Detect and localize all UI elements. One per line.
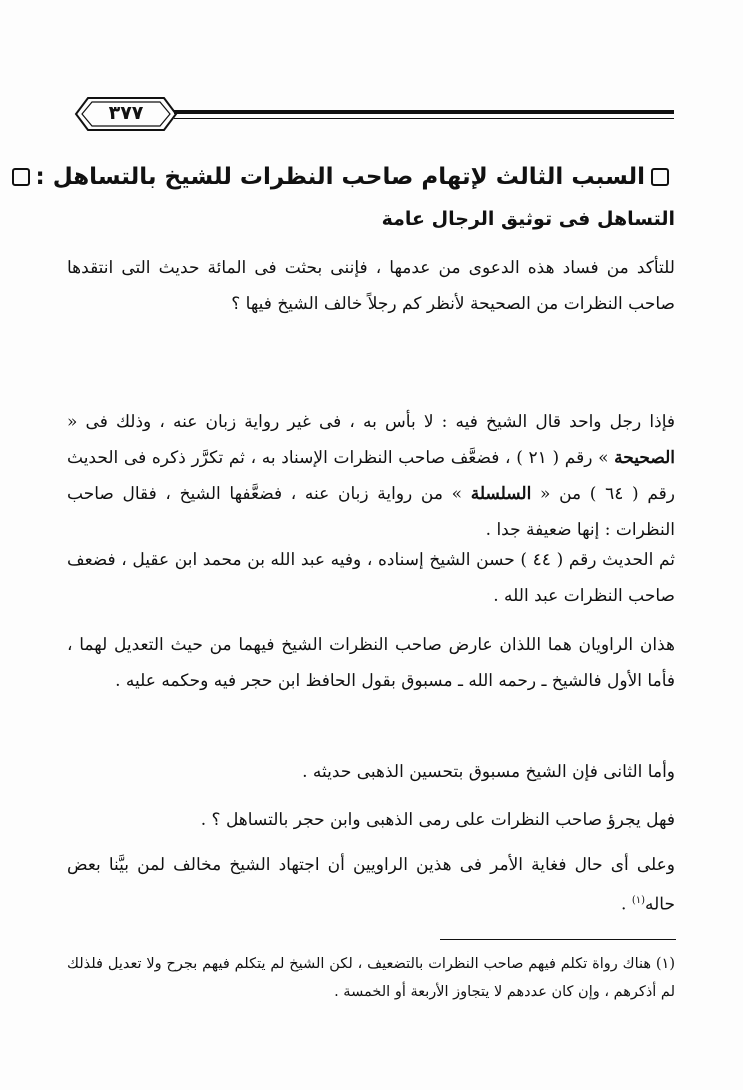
paragraph-4: هذان الراويان هما اللذان عارض صاحب النظرات الشيخ فيهما من حيث التعديل لهما ، فأما الأول فالشيخ ـ رحمه الله ـ مسبوق بقول الحافظ ابن حجر فيه وحكمه عليه . xyxy=(67,635,675,691)
paragraph-7-text: وعلى أى حال فغاية الأمر فى هذين الراويين أن اجتهاد الشيخ مخالف لمن بيَّنا بعض حاله xyxy=(67,855,675,915)
paragraph-2 xyxy=(67,404,675,548)
page-header xyxy=(74,92,674,136)
square-bullet-icon xyxy=(651,168,669,186)
book-title-silsila: السلسلة xyxy=(470,484,532,504)
paragraph-7-end: . xyxy=(621,894,632,915)
chapter-title-text: السبب الثالث لإتهام صاحب النظرات للشيخ بالتساهل : xyxy=(35,164,645,190)
paragraph-5: وأما الثانى فإن الشيخ مسبوق بتحسين الذهبى حديثه . xyxy=(302,762,675,782)
book-title-sahiha: الصحيحة xyxy=(614,448,675,468)
chapter-title xyxy=(35,160,675,194)
paragraph-2-text: فإذا رجل واحد قال الشيخ فيه : لا بأس به ، فى غير رواية زبان عنه ، وذلك فى « xyxy=(67,412,675,432)
header-rule-thin xyxy=(174,118,674,119)
footnote: (١) هناك رواة تكلم فيهم صاحب النظرات بالتضعيف ، لكن الشيخ لم يتكلم فيهم بجرح ولا تعديل فلذلك لم أذكرهم ، وإن كان عددهم لا يتجاوز الأربعة أو الخمسة . xyxy=(67,956,675,1000)
paragraph-2-text: » من رواية زبان عنه ، فضعَّفها الشيخ ، فقال صاحب النظرات : إنها ضعيفة جدا . xyxy=(67,484,675,540)
footnote-marker[interactable]: (١) xyxy=(631,895,646,906)
paragraph-2-text: » رقم ( ٢١ ) ، فضعَّف صاحب النظرات الإسناد به ، ثم تكرَّر ذكره فى الحديث رقم ( ٦٤ ) من « xyxy=(67,448,675,504)
square-bullet-icon xyxy=(12,168,30,186)
page-number-badge xyxy=(74,96,178,132)
footnote-rule xyxy=(440,939,676,940)
paragraph-6: فهل يجرؤ صاحب النظرات على رمى الذهبى وابن حجر بالتساهل ؟ . xyxy=(200,810,675,830)
paragraph-1: للتأكد من فساد هذه الدعوى من عدمها ، فإننى بحثت فى المائة حديث التى انتقدها صاحب النظرات من الصحيحة لأنظر كم رجلاً خالف الشيخ فيها ؟ xyxy=(67,258,675,314)
paragraph-7 xyxy=(67,847,675,923)
page-number: ٣٧٧ xyxy=(108,102,144,124)
paragraph-3: ثم الحديث رقم ( ٤٤ ) حسن الشيخ إسناده ، وفيه عبد الله بن محمد ابن عقيل ، فضعف صاحب النظرات عبد الله . xyxy=(67,550,675,606)
section-subtitle: التساهل فى توثيق الرجال عامة xyxy=(381,208,675,230)
header-rule-thick xyxy=(174,110,674,114)
